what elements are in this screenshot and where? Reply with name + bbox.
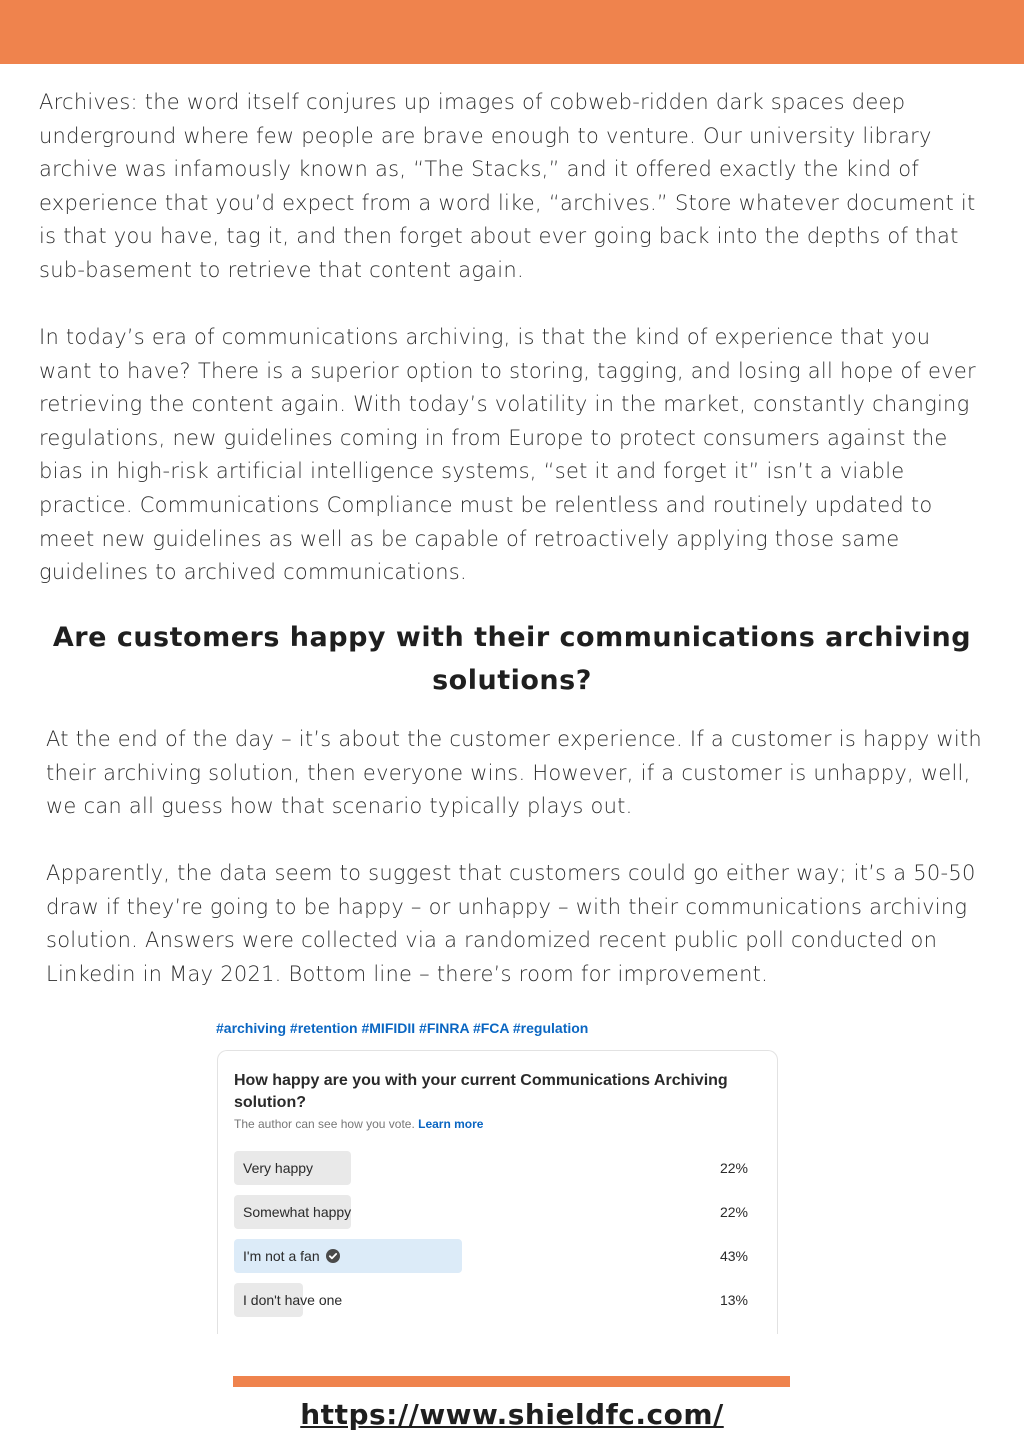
poll-option-not-a-fan[interactable]	[234, 1239, 764, 1273]
poll-option-dont-have-one[interactable]	[234, 1283, 764, 1317]
poll-option-label: Very happy	[243, 1160, 314, 1176]
poll-summary-paragraph: Apparently, the data seem to suggest that customers could go either way; it’s a 50-50 draw if they’re going to be happy – or unhappy – with their communications archiving solution. Answers were collected via a randomized recent public poll conducted on Linkedin in May 2021. Bottom line – there’s room for improvement.	[46, 861, 976, 986]
poll-question: How happy are you with your current Communications Archiving solution?	[234, 1072, 728, 1111]
section-heading: Are customers happy with their communications archiving solutions?	[52, 622, 972, 696]
poll-option-percent: 22%	[719, 1204, 748, 1220]
bottom-accent-bar	[233, 1376, 790, 1387]
poll-note-text: The author can see how you vote.	[234, 1117, 415, 1131]
poll-option-very-happy[interactable]	[234, 1151, 764, 1185]
website-link[interactable]: https://www.shieldfc.com/	[300, 1398, 724, 1431]
poll-option-label: Somewhat happy	[243, 1204, 352, 1220]
poll-option-label: I don't have one	[243, 1292, 343, 1308]
poll-option-label: I'm not a fan	[243, 1248, 320, 1264]
poll-option-percent: 43%	[719, 1248, 748, 1264]
intro-paragraph: Archives: the word itself conjures up images of cobweb-ridden dark spaces deep underground where few people are brave enough to venture. Our university library archive was infamously known as, “The Stacks,” and it offered exactly the kind of experience that you’d expect from a word like, “archives.” Store whatever document it is that you have, tag it, and then forget about ever going back into the depths of that sub-basement to retrieve that content again.	[39, 90, 976, 282]
check-circle-icon	[326, 1249, 340, 1263]
poll-option-percent: 13%	[719, 1292, 748, 1308]
poll-option-percent: 22%	[719, 1160, 748, 1176]
top-accent-bar	[0, 0, 1024, 64]
customer-experience-paragraph: At the end of the day – it’s about the customer experience. If a customer is happy with their archiving solution, then everyone wins. However, if a customer is unhappy, well, we can all guess how that scenario typically plays out.	[46, 727, 982, 819]
poll-card	[217, 1050, 778, 1334]
poll-visibility-note	[234, 1117, 483, 1131]
poll-option-label-wrap	[243, 1248, 340, 1264]
poll-option-somewhat-happy[interactable]	[234, 1195, 764, 1229]
archiving-era-paragraph: In today’s era of communications archiving, is that the kind of experience that you want to have? There is a superior option to storing, tagging, and losing all hope of ever retrieving the content again. With today’s volatility in the market, constantly changing regulations, new guidelines coming in from Europe to protect consumers against the bias in high-risk artificial intelligence systems, “set it and forget it” isn’t a viable practice. Communications Compliance must be relentless and routinely updated to meet new guidelines as well as be capable of retroactively applying those same guidelines to archived communications.	[39, 325, 976, 585]
learn-more-link[interactable]: Learn more	[418, 1117, 484, 1131]
poll-hashtags[interactable]: #archiving #retention #MIFIDII #FINRA #FCA #regulation	[216, 1020, 589, 1036]
